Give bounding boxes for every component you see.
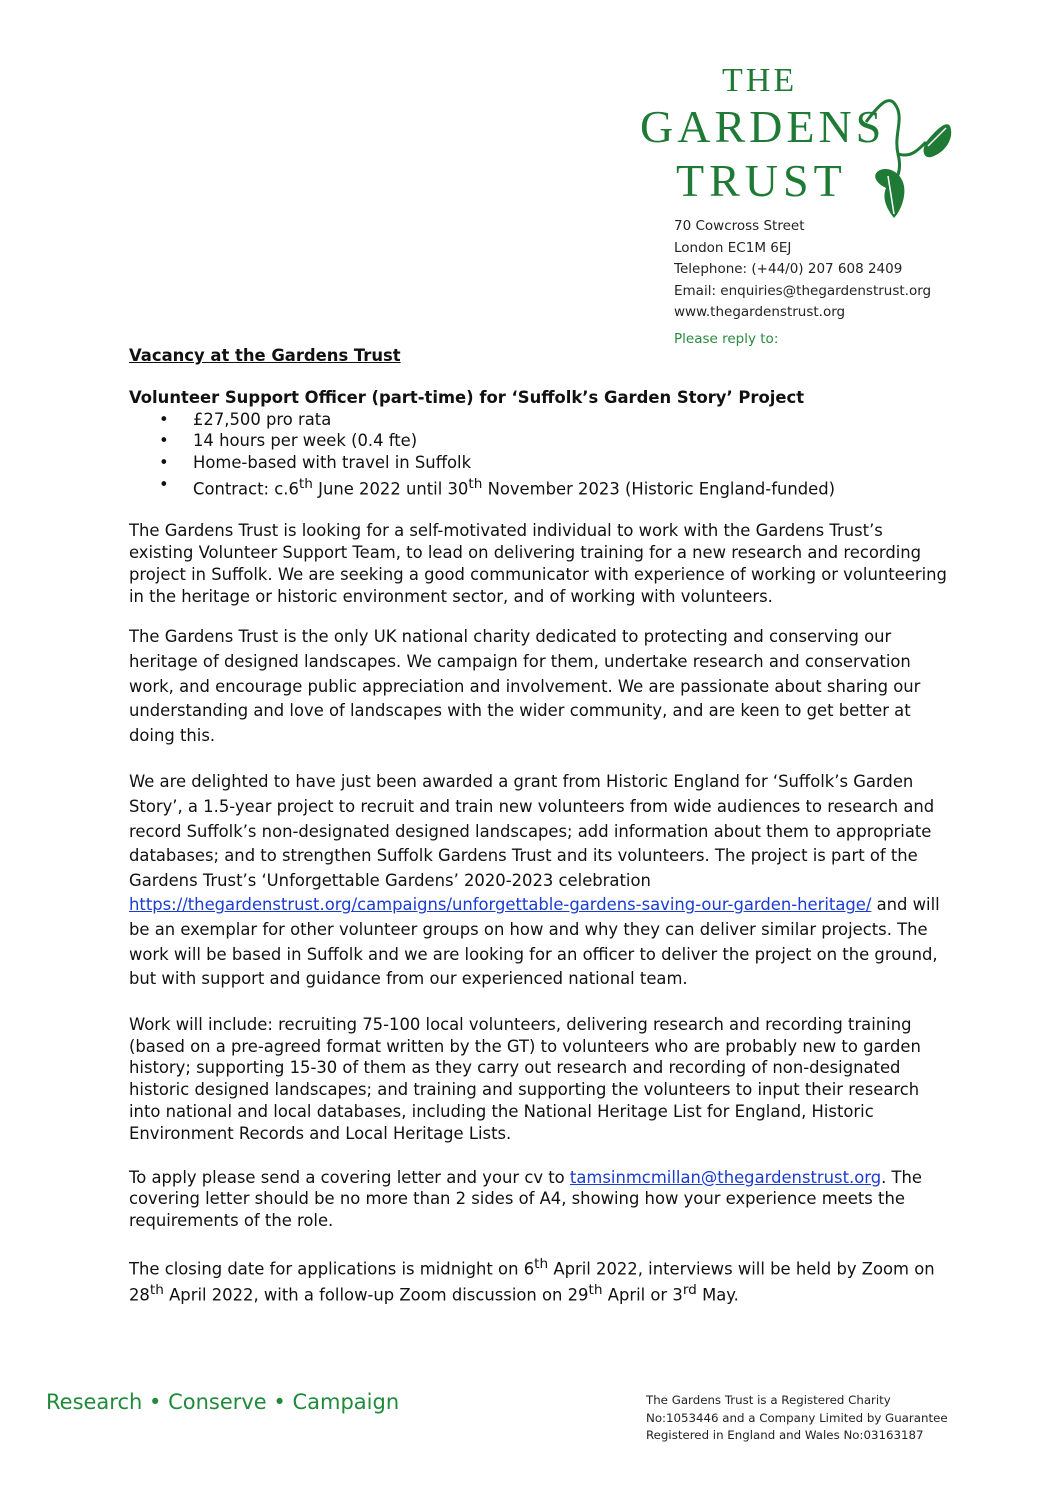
closing-text-d: April or 3: [602, 1285, 683, 1305]
address-telephone: Telephone: (+44/0) 207 608 2409: [674, 261, 903, 277]
footer-legal: [646, 1392, 948, 1445]
closing-date-paragraph: [129, 1254, 949, 1307]
reply-label: Please reply to:: [674, 331, 779, 347]
contract-sup-2: th: [468, 475, 483, 492]
list-item: [193, 474, 949, 500]
list-item: [193, 452, 949, 474]
closing-sup-2: th: [149, 1282, 164, 1299]
project-paragraph: [129, 770, 949, 991]
closing-sup-1: th: [534, 1255, 549, 1272]
contract-text-c: November 2023 (Historic England-funded): [482, 479, 836, 499]
address-street: 70 Cowcross Street: [674, 218, 805, 234]
project-text-before: We are delighted to have just been awarded a grant from Historic England for ‘Suffolk’s Garden Story’, a 1.5-year project to recruit and train new volunteers from wide audiences to research and record Suffolk’s non-designated designed landscapes; add information about them to appropriate databases; and to strengthen Suffolk Gardens Trust and its volunteers. The project is part of the Gardens Trust’s ‘Unforgettable Gardens’ 2020-2023 celebration: [129, 772, 935, 890]
letter-body: [129, 345, 949, 1306]
contract-text-b: June 2022 until 30: [312, 479, 469, 499]
job-title: Volunteer Support Officer (part-time) for ‘Suffolk’s Garden Story’ Project: [129, 387, 805, 407]
closing-text-a: The closing date for applications is midnight on 6: [129, 1259, 535, 1279]
location-text: Home-based with travel in Suffolk: [193, 453, 472, 473]
closing-sup-3: th: [588, 1282, 603, 1299]
work-paragraph: Work will include: recruiting 75-100 local volunteers, delivering research and recording training (based on a pre-agreed format written by the GT) to volunteers who are probably new to garden history; supporting 15-30 of them as they carry out research and recording of non-designated historic designed landscapes; and training and supporting the volunteers to input their research into national and local databases, including the National Heritage List for England, Historic Environment Records and Local Heritage Lists.: [129, 1014, 921, 1143]
job-details-list: [129, 409, 949, 501]
contract-text-a: Contract: c.6: [193, 479, 299, 499]
list-item: [193, 430, 949, 452]
project-text-after: and will be an exemplar for other volunteer groups on how and why they can deliver similar projects. The work will be based in Suffolk and we are looking for an officer to deliver the project on the ground, but with support and guidance from our experienced national team.: [129, 895, 940, 989]
logo-line-trust: TRUST: [676, 155, 847, 206]
legal-line-2: No:1053446 and a Company Limited by Guarantee: [646, 1410, 948, 1425]
closing-text-c: April 2022, with a follow-up Zoom discussion on 29: [163, 1285, 589, 1305]
address-email: Email: enquiries@thegardenstrust.org: [674, 282, 932, 299]
hours-text: 14 hours per week (0.4 fte): [193, 431, 418, 451]
list-item: [193, 409, 949, 431]
legal-line-3: Registered in England and Wales No:03163187: [646, 1428, 924, 1442]
address-city: London EC1M 6EJ: [674, 239, 792, 256]
footer-motto: Research • Conserve • Campaign: [46, 1390, 400, 1414]
contact-address: [674, 216, 931, 324]
apply-paragraph: [129, 1167, 949, 1232]
apply-text-after: . The covering letter should be no more than 2 sides of A4, showing how your experience meets the requirements of the role.: [129, 1167, 923, 1231]
apply-text-before: To apply please send a covering letter and your cv to: [129, 1167, 570, 1187]
closing-sup-4: rd: [682, 1282, 697, 1299]
intro-paragraph: The Gardens Trust is looking for a self-motivated individual to work with the Gardens Trust’s existing Volunteer Support Team, to lead on delivering training for a new research and recording project in Suffolk. We are seeking a good communicator with experience of working or volunteering in the heritage or historic environment sector, and of working with volunteers.: [129, 521, 947, 606]
contract-sup-1: th: [298, 475, 313, 492]
legal-line-1: The Gardens Trust is a Registered Charity: [646, 1393, 891, 1407]
charity-paragraph: The Gardens Trust is the only UK national charity dedicated to protecting and conserving our heritage of designed landscapes. We campaign for them, undertake research and conservation work, and encourage public appreciation and involvement. We are passionate about sharing our understanding and love of landscapes with the wider community, and are keen to get better at doing this.: [129, 627, 921, 745]
closing-text-b: April 2022, interviews will be held by Zoom on 28: [129, 1259, 935, 1305]
address-website: www.thegardenstrust.org: [674, 304, 846, 320]
logo-line-the: THE: [722, 62, 798, 99]
logo-line-gardens: GARDENS: [640, 101, 886, 152]
page-title: Vacancy at the Gardens Trust: [129, 346, 401, 365]
campaign-link[interactable]: https://thegardenstrust.org/campaigns/unforgettable-gardens-saving-our-garden-heritage/: [129, 895, 872, 915]
salary-text: £27,500 pro rata: [193, 409, 332, 429]
gardens-trust-logo: [636, 62, 956, 222]
closing-text-e: May.: [696, 1285, 739, 1305]
email-link[interactable]: tamsinmcmillan@thegardenstrust.org: [569, 1167, 882, 1187]
